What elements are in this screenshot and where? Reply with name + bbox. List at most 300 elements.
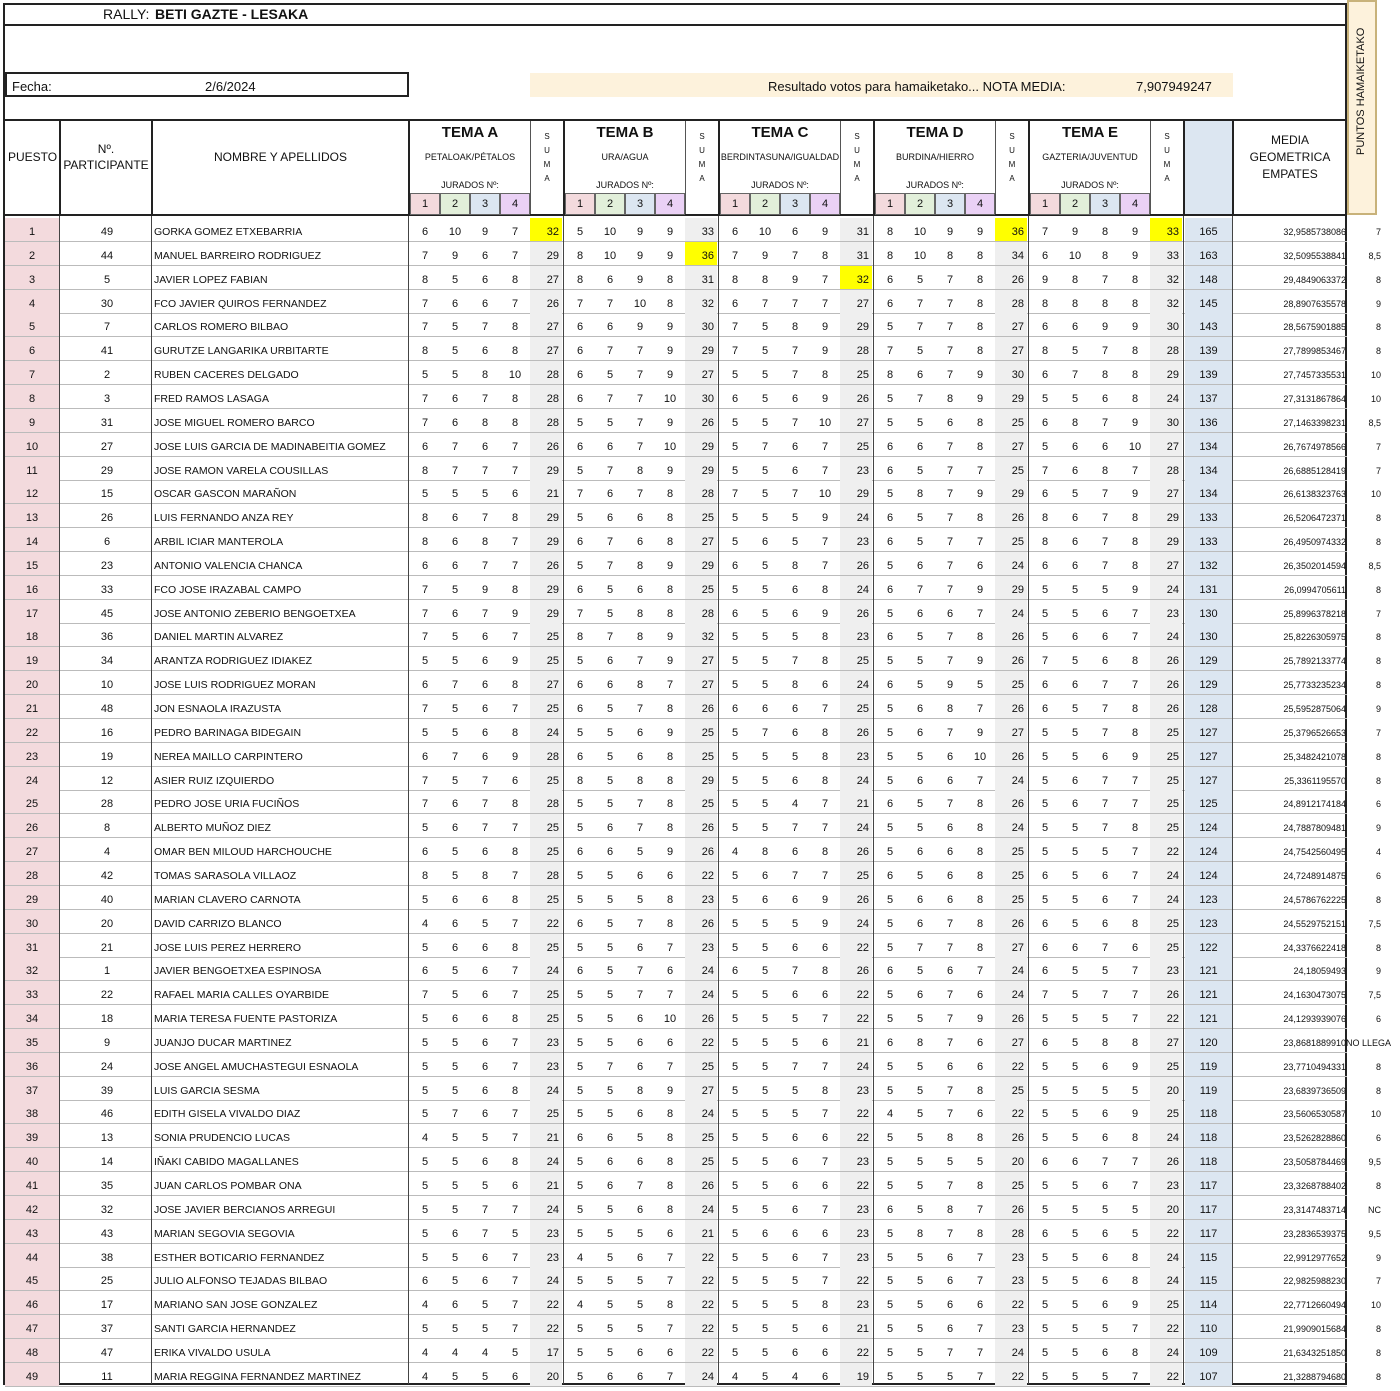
score-cell: 5 <box>606 416 614 429</box>
nombre-cell: ANTONIO VALENCIA CHANCA <box>154 559 303 572</box>
score-cell: 5 <box>576 726 584 739</box>
table-row <box>5 790 1381 814</box>
nombre-cell: OSCAR GASCON MARAÑON <box>154 488 297 501</box>
total-cell: 121 <box>1185 1005 1232 1028</box>
score-cell: 5 <box>761 750 769 763</box>
score-cell: 5 <box>916 1013 924 1026</box>
score-cell: 5 <box>886 893 894 906</box>
total-cell: 136 <box>1185 409 1232 432</box>
score-cell: 6 <box>946 846 954 859</box>
score-cell: 9 <box>666 369 674 382</box>
fecha-label: Fecha: <box>12 79 52 94</box>
participante-cell: 18 <box>100 1013 114 1026</box>
score-cell: 9 <box>511 750 519 763</box>
nombre-cell: DANIEL MARTIN ALVAREZ <box>154 631 284 644</box>
suma-cell: 26 <box>685 1172 717 1195</box>
score-cell: 8 <box>511 1156 519 1169</box>
nombre-cell: GURUTZE LANGARIKA URBITARTE <box>154 345 329 358</box>
suma-cell: 26 <box>685 910 717 933</box>
score-cell: 7 <box>636 345 644 358</box>
score-cell: 5 <box>576 1323 584 1336</box>
score-cell: 6 <box>481 1036 489 1049</box>
score-cell: 9 <box>481 226 489 238</box>
score-cell: 8 <box>1131 1251 1139 1264</box>
total-cell: 121 <box>1185 957 1232 980</box>
table-row <box>5 433 1381 457</box>
score-cell: 6 <box>576 321 584 334</box>
score-cell: 5 <box>731 679 739 692</box>
score-cell: 9 <box>666 345 674 358</box>
total-cell: 120 <box>1185 1029 1232 1052</box>
score-cell: 6 <box>481 965 489 978</box>
suma-cell: 21 <box>530 480 562 503</box>
suma-cell: 22 <box>995 1053 1027 1076</box>
nombre-cell: PEDRO JOSE URIA FUCIÑOS <box>154 798 300 811</box>
score-cell: 6 <box>886 631 894 644</box>
score-cell: 4 <box>421 1370 429 1383</box>
score-cell: 5 <box>1071 1132 1079 1145</box>
suma-letter: S <box>854 132 860 141</box>
nombre-cell: JON ESNAOLA IRAZUSTA <box>154 703 281 715</box>
table-row <box>5 1100 1381 1124</box>
score-cell: 6 <box>1041 416 1049 429</box>
suma-cell: 24 <box>840 576 872 599</box>
suma-cell: 24 <box>995 1339 1027 1362</box>
puntos-cell: 8,5 <box>1368 250 1381 261</box>
score-cell: 6 <box>451 536 459 549</box>
score-cell: 8 <box>1131 917 1139 930</box>
total-cell: 118 <box>1185 1100 1232 1123</box>
suma-cell: 25 <box>1150 814 1182 837</box>
score-cell: 8 <box>666 703 674 715</box>
score-cell: 5 <box>421 1013 429 1026</box>
score-cell: 5 <box>731 869 739 882</box>
score-cell: 5 <box>886 321 894 334</box>
score-cell: 7 <box>1101 703 1109 715</box>
total-cell: 117 <box>1185 1196 1232 1219</box>
nombre-cell: JOSE MIGUEL ROMERO BARCO <box>154 416 315 429</box>
table-row <box>5 767 1381 791</box>
score-cell: 5 <box>576 512 584 525</box>
score-cell: 7 <box>636 488 644 501</box>
score-cell: 6 <box>1101 1251 1109 1264</box>
score-cell: 7 <box>1131 464 1139 477</box>
score-cell: 7 <box>636 989 644 1002</box>
nombre-cell: LUIS FERNANDO ANZA REY <box>154 512 294 525</box>
score-cell: 7 <box>821 822 829 835</box>
score-cell: 7 <box>666 1275 674 1288</box>
score-cell: 7 <box>636 655 644 668</box>
score-cell: 6 <box>1101 1275 1109 1288</box>
suma-cell: 29 <box>530 242 562 265</box>
score-cell: 7 <box>1131 846 1139 859</box>
media-cell: 23,5058784469 <box>1283 1157 1346 1168</box>
media-cell: 26,6138323763 <box>1283 489 1346 500</box>
score-cell: 5 <box>1071 846 1079 859</box>
score-cell: 8 <box>666 512 674 525</box>
tema-title: TEMA B <box>596 124 654 141</box>
score-cell: 5 <box>731 989 739 1002</box>
score-cell: 7 <box>946 583 954 596</box>
score-cell: 7 <box>791 369 799 382</box>
score-cell: 4 <box>451 1346 459 1359</box>
score-cell: 5 <box>421 1180 429 1192</box>
score-cell: 5 <box>1071 1084 1079 1097</box>
score-cell: 5 <box>761 989 769 1002</box>
suma-cell: 24 <box>1150 623 1182 646</box>
score-cell: 7 <box>421 321 429 334</box>
score-cell: 5 <box>886 750 894 763</box>
suma-cell: 31 <box>840 242 872 265</box>
suma-cell: 25 <box>530 934 562 957</box>
score-cell: 6 <box>1041 1156 1049 1169</box>
jurado-number: 1 <box>1030 193 1060 215</box>
puntos-cell: 8 <box>1375 942 1381 953</box>
tema-divider <box>685 121 686 214</box>
score-cell: 5 <box>1041 1323 1049 1336</box>
score-cell: 7 <box>821 1108 829 1121</box>
suma-cell: 28 <box>530 743 562 766</box>
puesto-cell: 31 <box>5 934 59 957</box>
score-cell: 6 <box>606 846 614 859</box>
score-cell: 8 <box>886 249 894 262</box>
sep-tema-c <box>718 119 720 216</box>
participante-cell: 20 <box>100 917 114 930</box>
score-cell: 6 <box>886 512 894 525</box>
puntos-cell: 7 <box>1375 727 1381 738</box>
score-cell: 5 <box>606 774 614 787</box>
score-cell: 6 <box>886 869 894 882</box>
score-cell: 5 <box>761 1346 769 1359</box>
suma-cell: 29 <box>840 480 872 503</box>
score-cell: 5 <box>731 416 739 429</box>
jurados-label: JURADOS Nº: <box>441 180 499 190</box>
suma-cell: 24 <box>995 814 1027 837</box>
score-cell: 5 <box>886 1323 894 1336</box>
score-cell: 7 <box>511 917 519 930</box>
score-cell: 5 <box>576 989 584 1002</box>
score-cell: 7 <box>916 297 924 310</box>
score-cell: 5 <box>946 1370 954 1383</box>
puesto-cell: 6 <box>5 337 59 360</box>
score-cell: 8 <box>946 703 954 715</box>
suma-cell: 27 <box>685 528 717 551</box>
score-cell: 6 <box>636 1060 644 1073</box>
score-cell: 6 <box>1041 869 1049 882</box>
score-cell: 7 <box>821 1203 829 1216</box>
score-cell: 8 <box>946 249 954 262</box>
suma-cell: 24 <box>530 1077 562 1100</box>
suma-cell: 26 <box>685 695 717 718</box>
col-participante-2: PARTICIPANTE <box>63 158 149 172</box>
score-cell: 7 <box>791 1060 799 1073</box>
score-cell: 7 <box>946 655 954 668</box>
puesto-cell: 45 <box>5 1267 59 1290</box>
puesto-cell: 27 <box>5 838 59 861</box>
score-cell: 4 <box>576 1251 584 1264</box>
score-cell: 5 <box>886 822 894 835</box>
score-cell: 8 <box>916 488 924 501</box>
puntos-cell: 8 <box>1375 1347 1381 1358</box>
table-row <box>5 552 1381 576</box>
suma-cell: 22 <box>530 1315 562 1338</box>
suma-cell: 28 <box>530 790 562 813</box>
suma-cell: 33 <box>1150 242 1182 265</box>
puntos-cell: 8 <box>1375 656 1381 667</box>
score-cell: 5 <box>451 488 459 501</box>
score-cell: 5 <box>606 1346 614 1359</box>
score-cell: 6 <box>1041 321 1049 334</box>
score-cell: 7 <box>451 1108 459 1121</box>
table-row <box>5 743 1381 767</box>
score-cell: 8 <box>731 273 739 286</box>
score-cell: 5 <box>421 1084 429 1097</box>
score-cell: 5 <box>1041 1013 1049 1026</box>
suma-cell: 24 <box>1150 1339 1182 1362</box>
media-cell: 21,3288794680 <box>1283 1371 1346 1382</box>
suma-cell: 27 <box>995 433 1027 456</box>
suma-cell: 29 <box>530 504 562 527</box>
score-cell: 5 <box>886 1227 894 1240</box>
suma-cell: 23 <box>840 457 872 480</box>
puesto-cell: 12 <box>5 480 59 503</box>
score-cell: 5 <box>576 1060 584 1073</box>
score-cell: 5 <box>946 1156 954 1169</box>
score-cell: 10 <box>448 226 462 238</box>
score-cell: 7 <box>1131 679 1139 692</box>
participante-cell: 48 <box>100 703 114 715</box>
score-cell: 4 <box>421 1299 429 1312</box>
participante-cell: 39 <box>100 1084 114 1097</box>
score-cell: 5 <box>761 607 769 620</box>
score-cell: 8 <box>1101 1036 1109 1049</box>
score-cell: 6 <box>976 989 984 1002</box>
score-cell: 5 <box>451 774 459 787</box>
score-cell: 7 <box>511 1251 519 1264</box>
tema-title: TEMA C <box>751 124 809 141</box>
score-cell: 7 <box>1101 536 1109 549</box>
jurado-number: 4 <box>965 193 995 215</box>
score-cell: 5 <box>606 893 614 906</box>
score-cell: 5 <box>886 1156 894 1169</box>
suma-cell: 36 <box>995 218 1027 241</box>
score-cell: 7 <box>511 559 519 572</box>
score-cell: 5 <box>606 583 614 596</box>
suma-cell: 32 <box>840 266 872 289</box>
puntos-cell: 6 <box>1375 799 1381 810</box>
score-cell: 6 <box>886 583 894 596</box>
puesto-cell: 41 <box>5 1172 59 1195</box>
participante-cell: 34 <box>100 655 114 668</box>
suma-cell: 25 <box>840 433 872 456</box>
score-cell: 6 <box>1101 750 1109 763</box>
suma-cell: 27 <box>530 671 562 694</box>
nombre-cell: JOSE ANTONIO ZEBERIO BENGOETXEA <box>154 607 356 620</box>
suma-cell: 25 <box>1150 1291 1182 1314</box>
score-cell: 5 <box>916 631 924 644</box>
total-cell: 117 <box>1185 1220 1232 1243</box>
score-cell: 6 <box>976 1299 984 1312</box>
score-cell: 5 <box>606 1203 614 1216</box>
suma-cell: 26 <box>840 886 872 909</box>
score-cell: 9 <box>511 607 519 620</box>
puntos-cell: 8 <box>1375 1324 1381 1335</box>
total-cell: 124 <box>1185 814 1232 837</box>
score-cell: 7 <box>821 559 829 572</box>
suma-letter: U <box>1009 146 1015 155</box>
score-cell: 5 <box>886 1060 894 1073</box>
score-cell: 5 <box>576 416 584 429</box>
score-cell: 8 <box>421 869 429 882</box>
nombre-cell: ALBERTO MUÑOZ DIEZ <box>154 822 271 835</box>
score-cell: 6 <box>916 607 924 620</box>
score-cell: 6 <box>636 1251 644 1264</box>
score-cell: 8 <box>1041 512 1049 525</box>
score-cell: 7 <box>606 392 614 405</box>
score-cell: 6 <box>886 1036 894 1049</box>
score-cell: 5 <box>761 488 769 501</box>
score-cell: 8 <box>821 1084 829 1097</box>
score-cell: 6 <box>636 1203 644 1216</box>
score-cell: 8 <box>421 464 429 477</box>
score-cell: 5 <box>761 798 769 811</box>
score-cell: 5 <box>606 1299 614 1312</box>
score-cell: 5 <box>916 1108 924 1121</box>
score-cell: 5 <box>576 1203 584 1216</box>
score-cell: 7 <box>451 750 459 763</box>
score-cell: 9 <box>666 655 674 668</box>
suma-cell: 22 <box>685 1339 717 1362</box>
total-cell: 119 <box>1185 1053 1232 1076</box>
score-cell: 9 <box>791 273 799 286</box>
table-row <box>5 934 1381 958</box>
score-cell: 7 <box>511 1323 519 1336</box>
participante-cell: 5 <box>103 273 111 286</box>
score-cell: 5 <box>761 1013 769 1026</box>
score-cell: 8 <box>421 512 429 525</box>
jurados-label: JURADOS Nº: <box>751 180 809 190</box>
score-cell: 7 <box>481 464 489 477</box>
score-cell: 5 <box>731 369 739 382</box>
jurado-number: 1 <box>565 193 595 215</box>
puntos-cell: 8,5 <box>1368 417 1381 428</box>
total-cell: 114 <box>1185 1291 1232 1314</box>
score-cell: 5 <box>451 1156 459 1169</box>
score-cell: 5 <box>731 893 739 906</box>
score-cell: 7 <box>946 488 954 501</box>
score-cell: 7 <box>1131 631 1139 644</box>
nombre-cell: RUBEN CACERES DELGADO <box>154 369 299 382</box>
score-cell: 7 <box>791 345 799 358</box>
score-cell: 6 <box>451 1013 459 1026</box>
resultado-label: Resultado votos para hamaiketako... NOTA MEDIA: <box>768 79 1066 94</box>
suma-cell: 26 <box>685 409 717 432</box>
score-cell: 9 <box>821 917 829 930</box>
score-cell: 6 <box>576 536 584 549</box>
puesto-cell: 34 <box>5 1005 59 1028</box>
score-cell: 6 <box>451 392 459 405</box>
score-cell: 6 <box>731 703 739 715</box>
score-cell: 8 <box>511 583 519 596</box>
score-cell: 5 <box>1041 893 1049 906</box>
puesto-cell: 28 <box>5 862 59 885</box>
puesto-cell: 39 <box>5 1124 59 1147</box>
column-divider <box>408 216 409 1384</box>
score-cell: 5 <box>731 1156 739 1169</box>
score-cell: 7 <box>636 392 644 405</box>
score-cell: 7 <box>1101 559 1109 572</box>
score-cell: 8 <box>636 1084 644 1097</box>
suma-cell: 27 <box>1150 1029 1182 1052</box>
suma-cell: 28 <box>840 337 872 360</box>
score-cell: 8 <box>821 846 829 859</box>
score-cell: 9 <box>821 392 829 405</box>
score-cell: 5 <box>1041 846 1049 859</box>
score-cell: 6 <box>1071 512 1079 525</box>
score-cell: 8 <box>1131 273 1139 286</box>
total-cell: 115 <box>1185 1267 1232 1290</box>
score-cell: 6 <box>791 774 799 787</box>
score-cell: 5 <box>791 536 799 549</box>
suma-cell: 25 <box>1150 719 1182 742</box>
table-row <box>5 1339 1381 1363</box>
score-cell: 5 <box>761 917 769 930</box>
puntos-cell: 8 <box>1375 894 1381 905</box>
score-cell: 5 <box>1071 1203 1079 1216</box>
tema-subtitle: BERDINTASUNA/IGUALDAD <box>720 152 840 162</box>
score-cell: 8 <box>976 941 984 954</box>
score-cell: 9 <box>976 392 984 405</box>
score-cell: 5 <box>1041 822 1049 835</box>
puntos-cell: 6 <box>1375 1133 1381 1144</box>
score-cell: 7 <box>421 631 429 644</box>
table-row <box>5 1077 1381 1101</box>
score-cell: 5 <box>1041 774 1049 787</box>
puntos-cell: 7 <box>1375 227 1381 237</box>
media-cell: 26,4950974332 <box>1283 537 1346 548</box>
suma-cell: 24 <box>685 1363 717 1386</box>
score-cell: 6 <box>791 392 799 405</box>
score-cell: 5 <box>576 1013 584 1026</box>
score-cell: 8 <box>821 1299 829 1312</box>
suma-cell: 30 <box>1150 409 1182 432</box>
suma-cell: 23 <box>995 1267 1027 1290</box>
score-cell: 5 <box>451 1203 459 1216</box>
score-cell: 10 <box>758 226 772 238</box>
score-cell: 5 <box>916 273 924 286</box>
puntos-cell: 9 <box>1375 823 1381 834</box>
nombre-cell: MARIAN SEGOVIA SEGOVIA <box>154 1227 295 1240</box>
score-cell: 6 <box>916 726 924 739</box>
score-cell: 5 <box>1131 1084 1139 1097</box>
score-cell: 8 <box>1131 726 1139 739</box>
score-cell: 6 <box>636 1036 644 1049</box>
suma-cell: 17 <box>530 1339 562 1362</box>
suma-cell: 22 <box>995 1291 1027 1314</box>
participante-cell: 35 <box>100 1180 114 1192</box>
participante-cell: 30 <box>100 297 114 310</box>
score-cell: 8 <box>666 607 674 620</box>
score-cell: 5 <box>606 798 614 811</box>
score-cell: 8 <box>821 965 829 978</box>
score-cell: 8 <box>976 416 984 429</box>
score-cell: 5 <box>1041 631 1049 644</box>
score-cell: 5 <box>421 893 429 906</box>
score-cell: 9 <box>1071 226 1079 238</box>
table-row <box>5 600 1381 624</box>
score-cell: 7 <box>636 703 644 715</box>
score-cell: 6 <box>1071 1156 1079 1169</box>
